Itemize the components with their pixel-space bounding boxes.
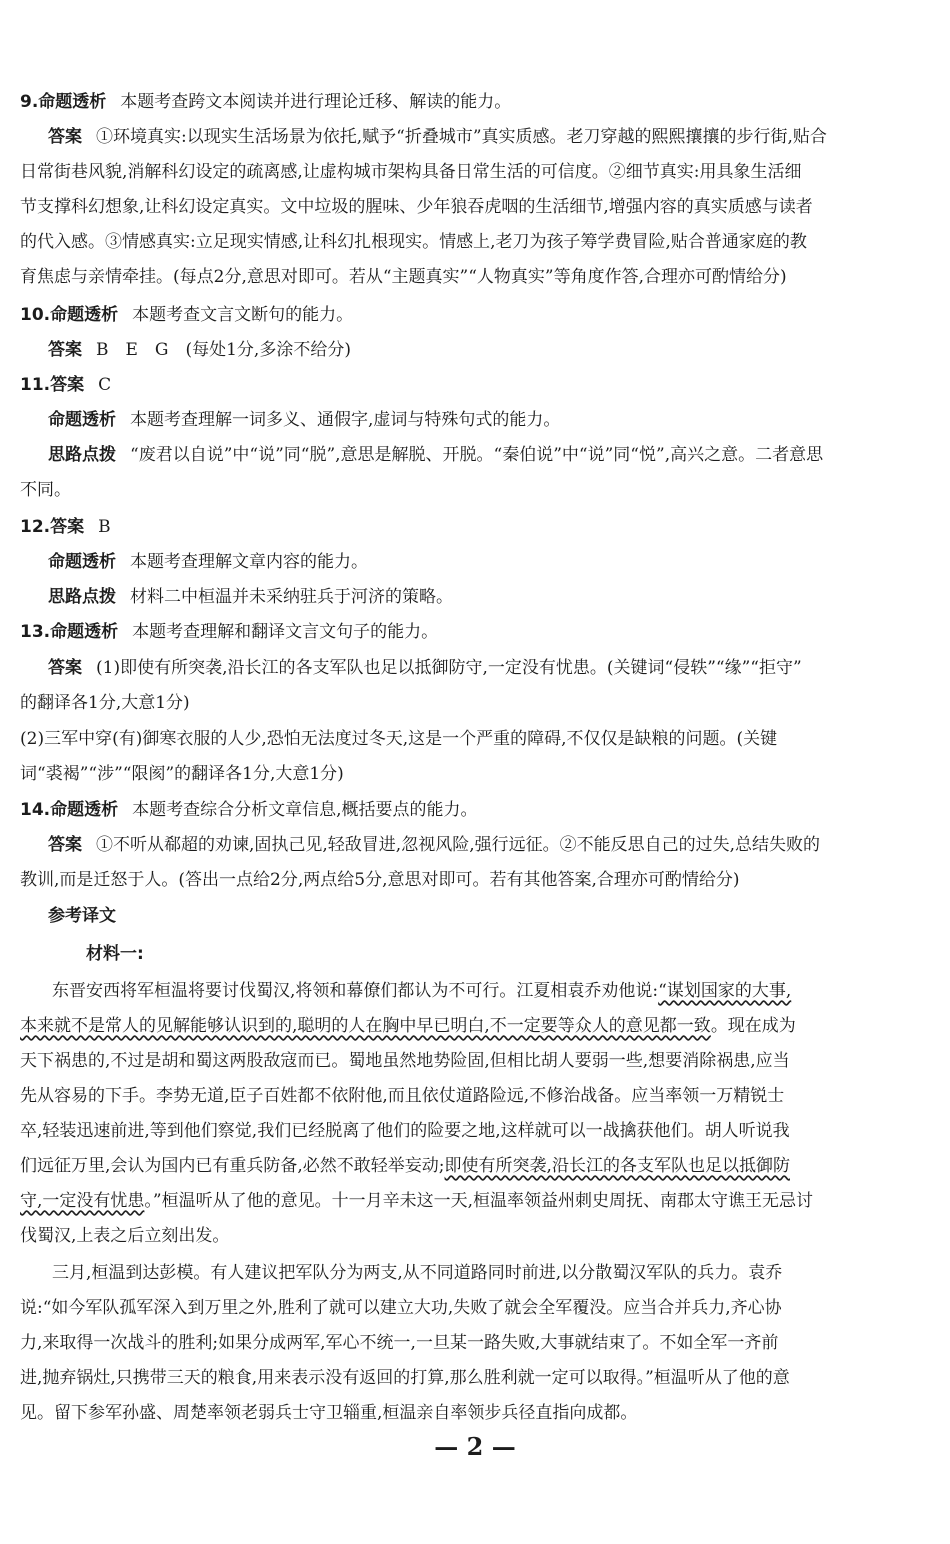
analysis-text: 本题考查理解文章内容的能力。	[130, 552, 368, 572]
q12-analysis	[0, 550, 950, 574]
answer-text: B E G (每处1分,多涂不给分)	[96, 340, 351, 360]
section-title: 参考译文	[48, 906, 116, 926]
text: 。”桓温听从了他的意见。十一月辛未这一天,桓温率领益州刺史周抚、南郡太守谯王无忌讨	[144, 1191, 813, 1211]
text: 卒,轻装迅速前进,等到他们察觉,我们已经脱离了他们的险要之地,这样就可以一战擒获他们。胡人听说我	[20, 1121, 790, 1141]
answer-text: B	[98, 517, 111, 537]
paragraph-line	[0, 1189, 950, 1213]
paragraph-line	[0, 1224, 950, 1248]
label-hint: 思路点拨	[48, 587, 116, 607]
question-number: 13.	[20, 622, 51, 642]
wavy-underlined-text: “谋划国家的大事,	[658, 981, 792, 1001]
hint-text: 不同。	[20, 480, 71, 500]
analysis-text: 本题考查理解一词多义、通假字,虚词与特殊句式的能力。	[130, 410, 561, 430]
page-number: — 2 —	[434, 1432, 516, 1461]
paragraph-line	[0, 1401, 950, 1425]
answer-text: 育焦虑与亲情牵挂。(每点2分,意思对即可。若从“主题真实”“人物真实”等角度作答,合理亦可酌情给分)	[20, 267, 787, 287]
text: 东晋安西将军桓温将要讨伐蜀汉,将领和幕僚们都认为不可行。江夏相袁乔劝他说:	[52, 981, 659, 1001]
q11-heading	[0, 373, 950, 397]
q9-answer-line	[0, 125, 950, 149]
paragraph-line	[0, 1049, 950, 1073]
label-analysis: 命题透析	[50, 305, 119, 325]
paragraph-line	[0, 1119, 950, 1143]
q14-heading	[0, 798, 950, 822]
answer-text: 的代入感。③情感真实:立足现实情感,让科幻扎根现实。情感上,老刀为孩子筹学费冒险,贴合普通家庭的教	[20, 232, 807, 252]
answer-text: ①不听从郗超的劝谏,固执己见,轻敌冒进,忽视风险,强行远征。②不能反思自己的过失,总结失败的	[96, 835, 821, 855]
answer-text: 节支撑科幻想象,让科幻设定真实。文中垃圾的腥味、少年狼吞虎咽的生活细节,增强内容的真实质感与读者	[20, 197, 813, 217]
paragraph-line	[0, 1331, 950, 1355]
wavy-underlined-text: 即使有所突袭,沿长江的各支军队也足以抵御防	[444, 1156, 790, 1176]
answer-text: ①环境真实:以现实生活场景为依托,赋予“折叠城市”真实质感。老刀穿越的熙熙攘攘的步行街,贴合	[96, 127, 827, 147]
label-answer: 答案	[48, 127, 82, 147]
paragraph-line	[0, 979, 950, 1003]
answer-text: (1)即使有所突袭,沿长江的各支军队也足以抵御防守,一定没有忧患。(关键词“侵轶”“缘”“拒守”	[96, 658, 802, 678]
analysis-text: 本题考查综合分析文章信息,概括要点的能力。	[132, 800, 478, 820]
q14-answer-cont	[0, 868, 950, 892]
q11-hint	[0, 443, 950, 467]
answer-text: (2)三军中穿(有)御寒衣服的人少,恐怕无法度过冬天,这是一个严重的障碍,不仅仅是缺粮的问题。(关键	[20, 729, 778, 749]
text: 三月,桓温到达彭模。有人建议把军队分为两支,从不同道路同时前进,以分散蜀汉军队的兵力。袁乔	[52, 1263, 783, 1283]
q13-answer	[0, 656, 950, 680]
label-answer: 答案	[50, 375, 85, 395]
answer-text: 词“裘褐”“涉”“限阂”的翻译各1分,大意1分)	[20, 764, 344, 784]
question-number: 11.	[20, 375, 51, 395]
label-analysis: 命题透析	[50, 622, 119, 642]
wavy-underlined-text: 守,一定没有忧患	[20, 1191, 145, 1211]
analysis-text: 本题考查理解和翻译文言文句子的能力。	[132, 622, 439, 642]
analysis-text: 本题考查文言文断句的能力。	[132, 305, 354, 325]
text: 。现在成为	[710, 1016, 796, 1036]
question-number: 10.	[20, 305, 51, 325]
q9-answer-line	[0, 160, 950, 184]
material-title: 材料一:	[86, 944, 144, 964]
label-analysis: 命题透析	[50, 800, 119, 820]
hint-text: 材料二中桓温并未采纳驻兵于河济的策略。	[130, 587, 453, 607]
text: 说:“如今军队孤军深入到万里之外,胜利了就可以建立大功,失败了就会全军覆没。应当合并兵力,齐心协	[20, 1298, 782, 1318]
q10-answer	[0, 338, 950, 362]
text: 先从容易的下手。李势无道,臣子百姓都不依附他,而且依仗道路险远,不修治战备。应当率领一万精锐士	[20, 1086, 785, 1106]
q11-analysis	[0, 408, 950, 432]
q13-heading	[0, 620, 950, 644]
material-1-title	[0, 942, 950, 966]
label-analysis: 命题透析	[48, 410, 116, 430]
label-analysis: 命题透析	[48, 552, 116, 572]
text: 伐蜀汉,上表之后立刻出发。	[20, 1226, 230, 1246]
q9-heading	[0, 90, 950, 114]
translation-heading	[0, 904, 950, 928]
q12-hint	[0, 585, 950, 609]
analysis-text: 本题考查跨文本阅读并进行理论迁移、解读的能力。	[120, 92, 512, 112]
question-number: 14.	[20, 800, 51, 820]
question-number: 12.	[20, 517, 51, 537]
q13-answer-2	[0, 727, 950, 751]
q10-heading	[0, 303, 950, 327]
answer-text: 日常街巷风貌,消解科幻设定的疏离感,让虚构城市架构具备日常生活的可信度。②细节真实:用具象生活细	[20, 162, 802, 182]
label-hint: 思路点拨	[48, 445, 116, 465]
paragraph-line	[0, 1084, 950, 1108]
label-answer: 答案	[48, 835, 82, 855]
q14-answer	[0, 833, 950, 857]
label-analysis: 命题透析	[38, 92, 107, 112]
answer-text: 教训,而是迁怒于人。(答出一点给2分,两点给5分,意思对即可。若有其他答案,合理亦可酌情给分)	[20, 870, 740, 890]
q9-answer-line	[0, 230, 950, 254]
question-number: 9.	[20, 92, 39, 112]
q12-heading	[0, 515, 950, 539]
text: 进,抛弃锅灶,只携带三天的粮食,用来表示没有返回的打算,那么胜利就一定可以取得。”桓温听从了他的意	[20, 1368, 790, 1388]
hint-text: “废君以自说”中“说”同“脱”,意思是解脱、开脱。“秦伯说”中“说”同“悦”,高兴之意。二者意思	[130, 445, 824, 465]
label-answer: 答案	[50, 517, 85, 537]
label-answer: 答案	[48, 340, 82, 360]
text: 们远征万里,会认为国内已有重兵防备,必然不敢轻举妄动;	[20, 1156, 445, 1176]
paragraph-line	[0, 1154, 950, 1178]
paragraph-line	[0, 1261, 950, 1285]
answer-text: 的翻译各1分,大意1分)	[20, 693, 190, 713]
text: 见。留下参军孙盛、周楚率领老弱兵士守卫辎重,桓温亲自率领步兵径直指向成都。	[20, 1403, 638, 1423]
label-answer: 答案	[48, 658, 82, 678]
text: 天下祸患的,不过是胡和蜀这两股敌寇而已。蜀地虽然地势险固,但相比胡人要弱一些,想要消除祸患,应当	[20, 1051, 790, 1071]
answer-text: C	[98, 375, 112, 395]
paragraph-line	[0, 1366, 950, 1390]
text: 力,来取得一次战斗的胜利;如果分成两军,军心不统一,一旦某一路失败,大事就结束了。不如全军一齐前	[20, 1333, 779, 1353]
q9-answer-line	[0, 195, 950, 219]
q13-answer-cont	[0, 691, 950, 715]
q11-hint-cont	[0, 478, 950, 502]
paragraph-line	[0, 1296, 950, 1320]
wavy-underlined-text: 本来就不是常人的见解能够认识到的,聪明的人在胸中早已明白,不一定要等众人的意见都一致	[20, 1016, 711, 1036]
paragraph-line	[0, 1014, 950, 1038]
q9-answer-line	[0, 265, 950, 289]
q13-answer-2-cont	[0, 762, 950, 786]
